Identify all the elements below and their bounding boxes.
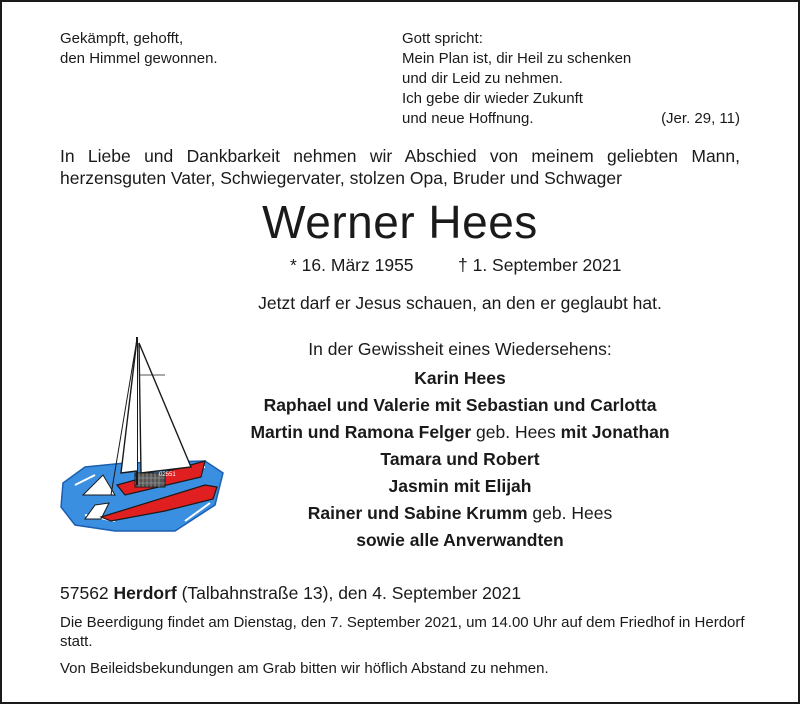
- town-name: Herdorf: [113, 583, 177, 603]
- place-date-line: [60, 581, 521, 605]
- sailboat-illustration: [55, 335, 225, 535]
- mourner-row: sowie alle Anverwandten: [356, 530, 564, 550]
- intro-line: In Liebe und Dankbarkeit nehmen wir Abschied von meinem geliebten Mann,: [60, 146, 740, 166]
- mourner-row: Jasmin mit Elijah: [388, 476, 532, 496]
- family-intro: In der Gewissheit eines Wiedersehens:: [308, 339, 612, 359]
- hull-label: 02551: [159, 472, 176, 478]
- mourner-row: [225, 501, 695, 525]
- mourner-names: mit Jonathan: [560, 422, 670, 442]
- poem-right: [402, 29, 742, 129]
- bible-reference: (Jer. 29, 11): [661, 110, 740, 127]
- address-date: (Talbahnstraße 13), den 4. September 2021: [176, 583, 522, 603]
- poem-right-line: Mein Plan ist, dir Heil zu schenken: [402, 50, 632, 67]
- mourner-row: Raphael und Valerie mit Sebastian und Carlotta: [263, 395, 657, 415]
- intro-line: herzensguten Vater, Schwiegervater, stolzen Opa, Bruder und Schwager: [60, 168, 622, 188]
- mourner-row: Karin Hees: [414, 368, 506, 388]
- birth-date: * 16. März 1955: [290, 255, 414, 275]
- mourner-row: Tamara und Robert: [380, 449, 540, 469]
- condolence-note: Von Beileidsbekundungen am Grab bitten wir höflich Abstand zu nehmen.: [60, 660, 549, 677]
- poem-right-line: Gott spricht:: [402, 30, 483, 47]
- zip-code: 57562: [60, 583, 114, 603]
- mourner-names: Martin und Ramona Felger: [250, 422, 472, 442]
- verse-text: Jetzt darf er Jesus schauen, an den er geglaubt hat.: [258, 293, 662, 313]
- poem-left: [60, 29, 218, 69]
- intro-paragraph: [60, 145, 740, 189]
- maiden-name-note: geb. Hees: [471, 422, 561, 442]
- poem-left-line: den Himmel gewonnen.: [60, 50, 218, 67]
- poem-right-line: und neue Hoffnung.: [402, 110, 534, 127]
- poem-right-line: Ich gebe dir wieder Zukunft: [402, 90, 583, 107]
- mourner-names: Rainer und Sabine Krumm: [307, 503, 528, 523]
- funeral-info: Die Beerdigung findet am Dienstag, den 7. September 2021, um 14.00 Uhr auf dem Friedhof in Herdorf statt.: [60, 614, 745, 650]
- death-date: † 1. September 2021: [458, 255, 622, 275]
- poem-left-line: Gekämpft, gehofft,: [60, 30, 184, 47]
- poem-right-line: und dir Leid zu nehmen.: [402, 70, 563, 87]
- mourner-row: [225, 420, 695, 444]
- deceased-name: Werner Hees: [262, 196, 538, 248]
- maiden-name-note: geb. Hees: [527, 503, 613, 523]
- mourners-list: [225, 366, 695, 556]
